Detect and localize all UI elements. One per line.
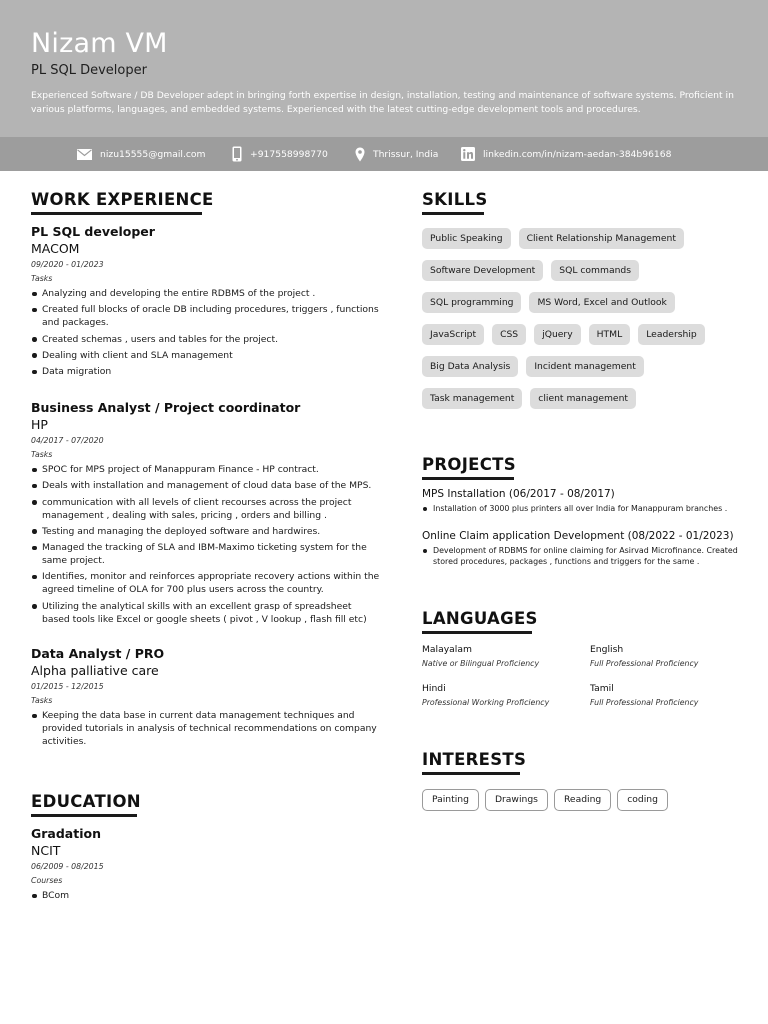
- skill-row: [422, 356, 752, 377]
- project-details: [422, 504, 752, 515]
- degree-name: Gradation: [31, 826, 101, 841]
- list-item: Created schemas , users and tables for the project.: [31, 333, 381, 346]
- email-text: nizu15555@gmail.com: [100, 148, 206, 160]
- job-tasks-label: Tasks: [31, 274, 53, 283]
- skills-underline: [422, 212, 484, 215]
- education-heading: EDUCATION: [31, 792, 141, 811]
- list-item: Keeping the data base in current data management techniques and provided tutorials in analysis of technical recommendations on company activities.: [31, 709, 381, 748]
- linkedin-icon: [461, 147, 475, 161]
- skill-tag: Big Data Analysis: [422, 356, 518, 377]
- language-item: [422, 683, 592, 707]
- job-role: Business Analyst / Project coordinator: [31, 400, 301, 415]
- contact-location: [355, 137, 438, 171]
- phone-icon: [232, 146, 242, 162]
- skill-tag: MS Word, Excel and Outlook: [529, 292, 674, 313]
- language-item: [590, 683, 760, 707]
- profile-summary: Experienced Software / DB Developer adept in bringing forth expertise in design, installation, testing and maintenance of software systems. Proficient in various platforms, languages, and embedded systems. Experienced with the latest cutting-edge development tools and procedures.: [31, 90, 734, 115]
- work-experience-underline: [31, 212, 202, 215]
- skill-tag: Leadership: [638, 324, 705, 345]
- skill-tag: Incident management: [526, 356, 644, 377]
- skill-row: [422, 324, 752, 345]
- list-item: Managed the tracking of SLA and IBM-Maximo ticketing system for the same project.: [31, 541, 381, 567]
- location-pin-icon: [355, 147, 365, 162]
- skill-tag: CSS: [492, 324, 526, 345]
- list-item: Identifies, monitor and reinforces appropriate recovery actions within the agreed timeline of OLA for 700 plus users across the country.: [31, 570, 381, 596]
- candidate-name: Nizam VM: [31, 28, 168, 59]
- language-level: Full Professional Proficiency: [590, 659, 699, 668]
- job-tasks-list: [31, 709, 381, 748]
- language-level: Full Professional Proficiency: [590, 698, 699, 707]
- job-title: PL SQL Developer: [31, 63, 147, 78]
- language-name: Malayalam: [422, 644, 472, 655]
- skill-row: [422, 228, 752, 249]
- language-name: English: [590, 644, 624, 655]
- education-entry: [31, 826, 381, 905]
- skill-tag: Client Relationship Management: [519, 228, 684, 249]
- projects-underline: [422, 477, 514, 480]
- interests-list: [422, 789, 668, 811]
- list-item: Installation of 3000 plus printers all over India for Manappuram branches .: [422, 504, 752, 515]
- skill-tag: jQuery: [534, 324, 580, 345]
- languages-heading: LANGUAGES: [422, 609, 538, 628]
- list-item: communication with all levels of client recourses across the project management , dealing with sales, pricing , orders and billing .: [31, 496, 381, 522]
- list-item: Data migration: [31, 365, 381, 378]
- skill-row: [422, 388, 752, 409]
- job-date: 04/2017 - 07/2020: [31, 436, 104, 445]
- skill-tag: Public Speaking: [422, 228, 511, 249]
- skill-tag: Software Development: [422, 260, 543, 281]
- resume-header: [0, 0, 768, 137]
- job-role: Data Analyst / PRO: [31, 646, 165, 661]
- list-item: BCom: [31, 889, 381, 902]
- job-entry: [31, 224, 381, 381]
- skills-heading: SKILLS: [422, 190, 488, 209]
- list-item: Development of RDBMS for online claiming for Asirvad Microfinance. Created stored procedures, packages , functions and triggers for the same .: [422, 546, 752, 567]
- skill-tag: HTML: [589, 324, 631, 345]
- project-details: [422, 546, 752, 567]
- list-item: Dealing with client and SLA management: [31, 349, 381, 362]
- project-entry: [422, 530, 752, 570]
- institution-name: NCIT: [31, 843, 61, 858]
- job-role: PL SQL developer: [31, 224, 155, 239]
- job-date: 09/2020 - 01/2023: [31, 260, 104, 269]
- job-tasks-label: Tasks: [31, 450, 53, 459]
- location-text: Thrissur, India: [373, 148, 439, 160]
- list-item: Analyzing and developing the entire RDBMS of the project .: [31, 287, 381, 300]
- job-company: MACOM: [31, 241, 80, 256]
- contact-bar: [0, 137, 768, 171]
- contact-phone[interactable]: [232, 137, 328, 171]
- job-company: Alpha palliative care: [31, 663, 159, 678]
- job-date: 01/2015 - 12/2015: [31, 682, 104, 691]
- list-item: Deals with installation and management of cloud data base of the MPS.: [31, 479, 381, 492]
- language-name: Tamil: [590, 683, 614, 694]
- project-entry: [422, 488, 752, 518]
- interest-tag: Reading: [554, 789, 611, 811]
- job-company: HP: [31, 417, 48, 432]
- envelope-icon: [77, 149, 92, 160]
- interest-tag: coding: [617, 789, 668, 811]
- skills-list: [422, 228, 752, 420]
- job-tasks-list: [31, 287, 381, 378]
- education-underline: [31, 814, 137, 817]
- courses-list: [31, 889, 381, 902]
- project-title: MPS Installation (06/2017 - 08/2017): [422, 488, 615, 500]
- interests-heading: INTERESTS: [422, 750, 527, 769]
- interest-tag: Painting: [422, 789, 479, 811]
- job-tasks-label: Tasks: [31, 696, 53, 705]
- skill-tag: Task management: [422, 388, 522, 409]
- language-item: [422, 644, 592, 668]
- phone-text: +917558998770: [250, 148, 328, 160]
- list-item: SPOC for MPS project of Manappuram Finance - HP contract.: [31, 463, 381, 476]
- list-item: Utilizing the analytical skills with an excellent grasp of spreadsheet based tools like Excel or google sheets ( pivot , V lookup , flash fill etc): [31, 600, 381, 626]
- work-experience-heading: WORK EXPERIENCE: [31, 190, 214, 209]
- project-title: Online Claim application Development (08/2022 - 01/2023): [422, 530, 734, 542]
- list-item: Created full blocks of oracle DB including procedures, triggers , functions and packages.: [31, 303, 381, 329]
- skill-tag: client management: [530, 388, 636, 409]
- skill-row: [422, 292, 752, 313]
- job-entry: [31, 400, 381, 629]
- language-level: Professional Working Proficiency: [422, 698, 550, 707]
- skill-tag: SQL commands: [551, 260, 639, 281]
- interests-underline: [422, 772, 520, 775]
- skill-tag: SQL programming: [422, 292, 521, 313]
- education-date: 06/2009 - 08/2015: [31, 862, 104, 871]
- linkedin-text: linkedin.com/in/nizam-aedan-384b96168: [483, 148, 672, 160]
- language-level: Native or Bilingual Proficiency: [422, 659, 540, 668]
- job-tasks-list: [31, 463, 381, 626]
- list-item: Testing and managing the deployed software and hardwires.: [31, 525, 381, 538]
- projects-heading: PROJECTS: [422, 455, 516, 474]
- contact-email[interactable]: [77, 137, 206, 171]
- languages-underline: [422, 631, 532, 634]
- job-entry: [31, 646, 381, 751]
- contact-linkedin[interactable]: [461, 137, 671, 171]
- language-name: Hindi: [422, 683, 446, 694]
- courses-label: Courses: [31, 876, 63, 885]
- skill-row: [422, 260, 752, 281]
- skill-tag: JavaScript: [422, 324, 484, 345]
- language-item: [590, 644, 760, 668]
- interest-tag: Drawings: [485, 789, 548, 811]
